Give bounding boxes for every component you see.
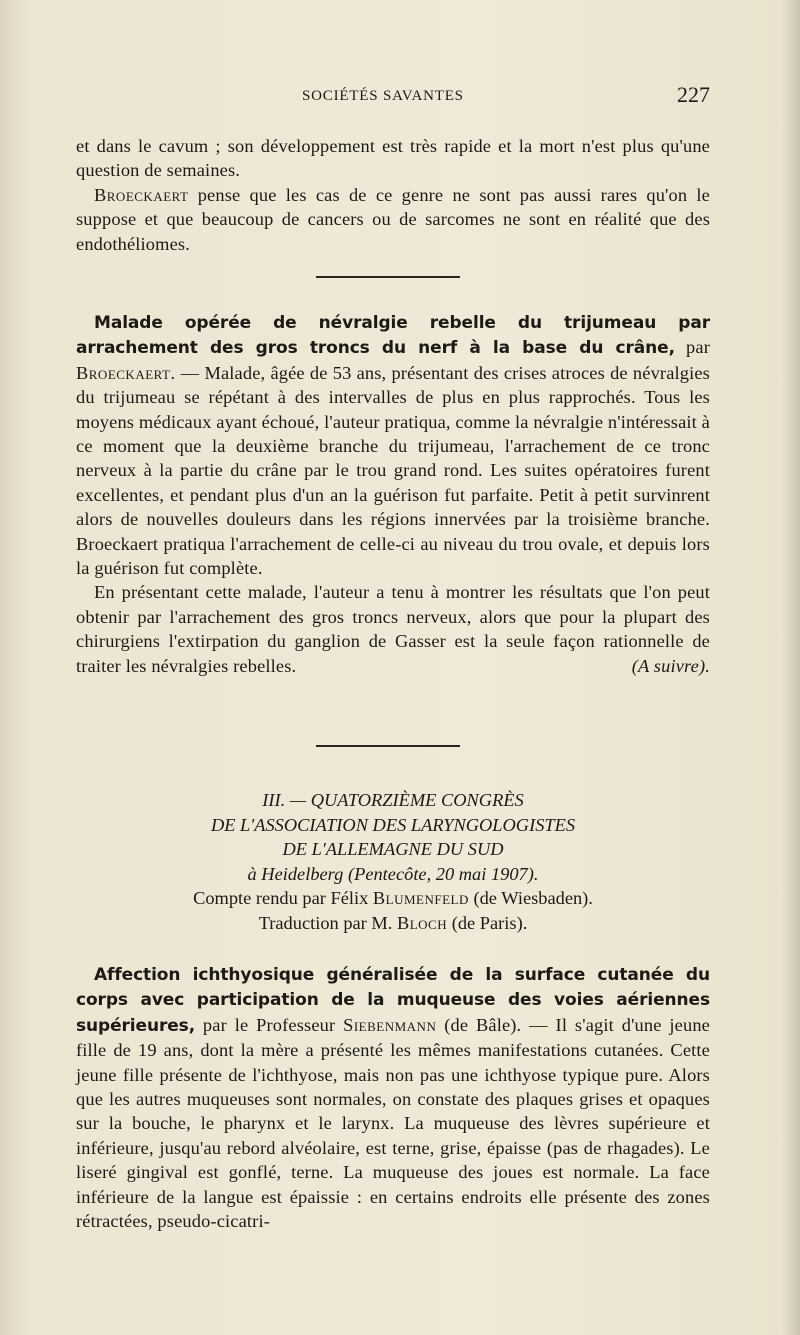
page-shadow [782,0,800,1335]
intro-paragraph-1: et dans le cavum ; son développement est très rapide et la mort n'est plus qu'une question de semaines. [76,136,710,181]
page-header [76,82,710,116]
section-2-paragraph [76,962,710,1233]
section-1 [76,310,710,678]
intro-paragraph-2-text: pense que les cas de ce genre ne sont pas aussi rares qu'on le suppose et que beaucoup de cancers ou de sarcomes ne sont en réalité que des endothéliomes. [76,184,710,254]
running-head: SOCIÉTÉS SAVANTES [302,88,464,104]
congress-place: à Heidelberg [247,863,344,884]
congress-line-3: DE L'ALLEMAGNE DU SUD [282,839,504,860]
section-1-body-2: En présentant cette malade, l'auteur a tenu à montrer les résultats que l'on peut obtenir par l'arrachement des gros troncs nerveux, alors que pour la plupart des chirurgiens l'extirpation du ganglion de Gasser est la seule façon rationnelle de traiter les névralgies rebelles. [76,582,710,676]
intro-paragraph-2 [76,183,710,256]
to-be-continued: (A suivre). [631,655,710,676]
section-divider [316,276,460,278]
page-number: 227 [677,82,710,107]
section-1-paragraph-1 [76,310,710,580]
translation-prefix: Traduction par M. [258,912,397,933]
section-2-body: (de Bâle). — Il s'agit d'une jeune fille de 19 ans, dont la mère a présenté les mêmes manifestations cutanées. Cette jeune fille présente de l'ichthyose, mais non pas une ichthyose typique pure. Alors que les autres muqueuses sont normales, on constate des plaques grises et opaques sur la bouche, le pharynx et le larynx. La muqueuse des lèvres supérieure et inférieure, jusqu'au rebord alvéolaire, est terne, grise, épaisse (pas de rhagades). Le liseré gingival est gonflé, terne. La muqueuse des joues est normale. La face inférieure de la langue est épaissie : en certains endroits elle présente des zones rétractées, pseudo-cicatri- [76,1014,710,1232]
report-line [76,886,710,911]
translation-name: Bloch [396,912,448,933]
intro-text [76,134,710,256]
section-1-paragraph-2 [76,580,710,678]
congress-line-1 [76,788,710,813]
author-name: Broeckaert [94,184,189,205]
section-2-by: par le Professeur [195,1014,344,1035]
congress-date-line [76,862,710,887]
section-2 [76,962,710,1233]
section-1-author: Broeckaert. [76,362,176,383]
section-1-body: — Malade, âgée de 53 ans, présentant des crises atroces de névralgies du trijumeau se répétant à des intervalles de plus en plus rapprochés. Tous les moyens médicaux ayant échoué, l'auteur pratiqua, comme la névralgie n'intéressait à ce moment que la deuxième branche du trijumeau, l'arrachement de ce tronc nerveux à la partie du crâne par le trou grand rond. Les suites opératoires furent excellentes, et pendant plus d'un an la guérison fut parfaite. Petit à petit survinrent alors de nouvelles douleurs dans les régions innervées par la troisième branche. Broeckaert pratiqua l'arrachement de celle-ci au niveau du trou ovale, et depuis lors la guérison fut complète. [76,362,710,579]
report-prefix: Compte rendu par Félix [193,888,373,909]
translation-line [76,911,710,936]
congress-heading [76,788,710,936]
congress-date: (Pentecôte, 20 mai 1907). [347,863,539,884]
section-1-title: Malade opérée de névralgie rebelle du trijumeau par arrachement des gros troncs du nerf à la base du crâne, [76,313,710,359]
section-1-by: par [674,337,710,358]
congress-title-1: III. — QUATORZIÈME CONGRÈS [262,790,524,810]
report-suffix: (de Wiesbaden). [468,888,593,909]
report-name: Blumenfeld [372,888,469,909]
section-2-author: Siebenmann [343,1014,437,1035]
section-divider [316,745,460,747]
congress-line-2: DE L'ASSOCIATION DES LARYNGOLOGISTES [210,814,576,835]
translation-suffix: (de Paris). [447,912,528,933]
section-2-title: Affection ichthyosique généralisée de la surface cutanée du corps avec participation de la muqueuse des voies aériennes supérieures, [76,965,710,1036]
